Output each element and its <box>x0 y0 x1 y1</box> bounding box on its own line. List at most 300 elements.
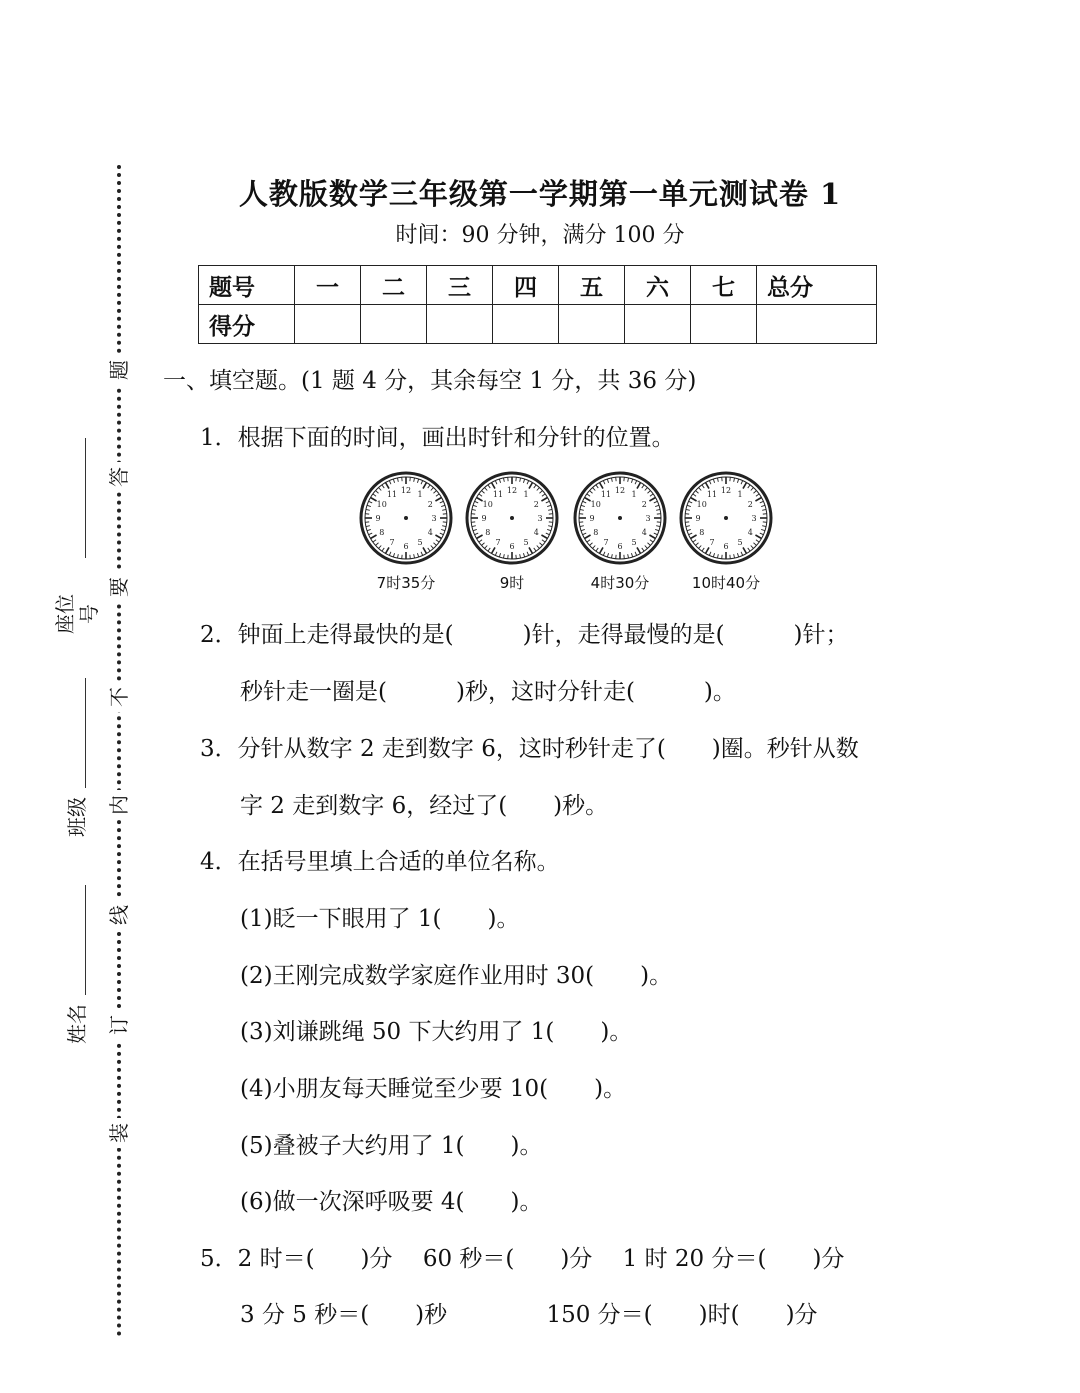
clock-number: 10 <box>376 500 387 509</box>
minute-tick <box>713 479 714 483</box>
question-3-line-2: 字 2 走到数字 6，经过了( )秒。 <box>240 793 609 819</box>
minute-tick <box>645 545 648 548</box>
header-cell-7: 七 <box>691 266 757 305</box>
minute-tick <box>593 488 596 491</box>
header-cell-1: 一 <box>295 266 361 305</box>
clock-number: 11 <box>386 489 398 499</box>
clock-face-icon[interactable] <box>464 470 560 566</box>
hour-tick <box>529 547 533 553</box>
minute-tick <box>417 479 418 483</box>
minute-tick <box>414 554 415 558</box>
page-title: 人教版数学三年级第一学期第一单元测试卷 1 <box>238 177 842 211</box>
minute-tick <box>699 488 702 491</box>
minute-tick <box>760 533 764 535</box>
hour-tick <box>476 535 482 539</box>
minute-tick <box>542 540 545 542</box>
minute-tick <box>488 548 490 551</box>
question-4-item-2: (2)王刚完成数学家庭作业用时 30( )。 <box>240 963 673 989</box>
hour-tick <box>743 482 747 488</box>
minute-tick <box>656 509 660 510</box>
minute-tick <box>431 488 434 491</box>
clock-number: 2 <box>641 500 647 509</box>
score-table-score-row <box>199 305 877 344</box>
clock-number: 2 <box>747 500 753 509</box>
clock-face-icon[interactable] <box>358 470 454 566</box>
clock-3[interactable] <box>572 470 668 593</box>
name-line <box>85 885 86 995</box>
minute-tick <box>397 554 398 558</box>
hour-tick <box>600 547 604 553</box>
minute-tick <box>479 540 482 542</box>
minute-tick <box>382 485 384 488</box>
minute-tick <box>527 552 529 556</box>
score-table <box>198 265 877 344</box>
minute-tick <box>542 494 545 496</box>
minute-tick <box>654 501 658 503</box>
minute-tick <box>760 501 764 503</box>
minute-tick <box>689 501 693 503</box>
question-4-item-3: (3)刘谦跳绳 50 下大约用了 1( )。 <box>240 1019 633 1045</box>
clock-number: 10 <box>590 500 601 509</box>
minute-tick <box>748 548 750 551</box>
minute-tick <box>442 509 446 510</box>
minute-tick <box>628 478 629 482</box>
minute-tick <box>635 481 637 485</box>
minute-tick <box>762 509 766 510</box>
hour-tick <box>743 547 747 553</box>
minute-tick <box>603 552 605 556</box>
hour-tick <box>755 535 761 539</box>
hour-tick <box>690 535 696 539</box>
minute-tick <box>693 540 696 542</box>
header-cell-2: 二 <box>361 266 427 305</box>
clock-label: 9时 <box>499 574 525 592</box>
minute-tick <box>428 485 430 488</box>
hour-tick <box>637 547 641 553</box>
minute-tick <box>734 478 735 482</box>
minute-tick <box>417 553 418 557</box>
minute-tick <box>686 509 690 510</box>
clock-number: 1 <box>631 489 637 499</box>
score-cell-total[interactable] <box>757 305 877 344</box>
seal-char-4: 不 <box>104 682 134 712</box>
score-cell-6[interactable] <box>625 305 691 344</box>
minute-tick <box>645 488 648 491</box>
header-cell-4: 四 <box>493 266 559 305</box>
clock-number: 9 <box>375 514 381 523</box>
minute-tick <box>761 529 765 530</box>
minute-tick <box>376 543 379 546</box>
minute-tick <box>433 491 436 494</box>
score-cell-4[interactable] <box>493 305 559 344</box>
minute-tick <box>761 505 765 506</box>
hour-tick <box>690 498 696 502</box>
hour-tick <box>435 498 441 502</box>
clock-number: 5 <box>523 538 529 548</box>
minute-tick <box>751 488 754 491</box>
seal-char-1: 题 <box>104 355 134 385</box>
clock-number: 7 <box>495 538 501 548</box>
hour-tick <box>370 498 376 502</box>
hour-tick <box>584 498 590 502</box>
minute-tick <box>581 505 585 506</box>
clock-number: 3 <box>537 514 543 523</box>
clock-number: 6 <box>403 542 409 551</box>
hour-tick <box>423 482 427 488</box>
minute-tick <box>472 509 476 510</box>
minute-tick <box>527 481 529 485</box>
minute-tick <box>499 553 500 557</box>
minute-tick <box>485 545 488 548</box>
clock-number: 10 <box>482 500 493 509</box>
question-5-line-2: 3 分 5 秒＝( )秒 150 分＝( )时( )分 <box>240 1302 818 1328</box>
minute-tick <box>689 533 693 535</box>
minute-tick <box>696 543 699 546</box>
minute-tick <box>475 533 479 535</box>
minute-tick <box>503 478 504 482</box>
minute-tick <box>389 552 391 556</box>
minute-tick <box>475 501 479 503</box>
question-2-line-2: 秒针走一圈是( )秒，这时分针走( )。 <box>240 679 736 705</box>
minute-tick <box>607 553 608 557</box>
clock-number: 1 <box>417 489 423 499</box>
minute-tick <box>499 479 500 483</box>
minute-tick <box>650 540 653 542</box>
hour-tick <box>637 482 641 488</box>
hour-tick <box>755 498 761 502</box>
seal-char-5: 内 <box>104 790 134 820</box>
minute-tick <box>702 485 704 488</box>
minute-tick <box>607 479 608 483</box>
exam-duration: 时间：90 分钟，满分 100 分 <box>395 223 685 248</box>
minute-tick <box>693 494 696 496</box>
clock-number: 12 <box>400 486 412 495</box>
minute-tick <box>495 481 497 485</box>
hour-tick <box>386 547 390 553</box>
minute-tick <box>596 485 598 488</box>
minute-tick <box>583 501 587 503</box>
hour-tick <box>584 535 590 539</box>
clock-2[interactable] <box>464 470 560 593</box>
minute-tick <box>748 485 750 488</box>
minute-tick <box>366 526 370 527</box>
minute-tick <box>428 548 430 551</box>
clock-number: 8 <box>485 528 491 537</box>
minute-tick <box>655 505 659 506</box>
hour-tick <box>435 535 441 539</box>
hour-tick <box>370 535 376 539</box>
minute-tick <box>583 533 587 535</box>
minute-tick <box>713 553 714 557</box>
hour-tick <box>492 482 496 488</box>
clock-label: 4时30分 <box>590 574 650 592</box>
hour-tick <box>541 498 547 502</box>
minute-tick <box>631 553 632 557</box>
minute-tick <box>737 479 738 483</box>
minute-tick <box>611 554 612 558</box>
clock-number: 5 <box>631 538 637 548</box>
minute-tick <box>546 533 550 535</box>
minute-tick <box>631 479 632 483</box>
minute-tick <box>547 505 551 506</box>
clock-number: 12 <box>506 486 518 495</box>
clock-number: 9 <box>481 514 487 523</box>
minute-tick <box>580 526 584 527</box>
binding-dotted-line <box>117 165 121 1337</box>
minute-tick <box>741 481 743 485</box>
clock-number: 2 <box>533 500 539 509</box>
seal-char-2: 答 <box>104 462 134 492</box>
minute-tick <box>580 509 584 510</box>
minute-tick <box>587 540 590 542</box>
seal-char-6: 线 <box>104 900 134 930</box>
clock-number: 8 <box>699 528 705 537</box>
hour-tick <box>706 482 710 488</box>
name-label: 姓名 <box>65 1004 89 1044</box>
minute-tick <box>440 533 444 535</box>
minute-tick <box>479 494 482 496</box>
hour-tick <box>386 482 390 488</box>
minute-tick <box>753 491 756 494</box>
minute-tick <box>436 540 439 542</box>
question-4-item-6: (6)做一次深呼吸要 4( )。 <box>240 1189 543 1215</box>
minute-tick <box>376 491 379 494</box>
minute-tick <box>473 529 477 530</box>
clock-face-icon[interactable] <box>678 470 774 566</box>
question-2-line-1: 2．钟面上走得最快的是( )针，走得最慢的是( )针； <box>200 622 849 648</box>
minute-tick <box>482 543 485 546</box>
clock-number: 6 <box>509 542 515 551</box>
clock-number: 7 <box>603 538 609 548</box>
score-row-label: 得分 <box>199 305 295 344</box>
minute-tick <box>590 543 593 546</box>
hour-tick <box>649 498 655 502</box>
clock-number: 9 <box>695 514 701 523</box>
clock-number: 6 <box>617 542 623 551</box>
minute-tick <box>687 505 691 506</box>
minute-tick <box>717 478 718 482</box>
minute-tick <box>642 548 644 551</box>
minute-tick <box>488 485 490 488</box>
minute-tick <box>379 545 382 548</box>
minute-tick <box>756 494 759 496</box>
minute-tick <box>753 543 756 546</box>
minute-tick <box>379 488 382 491</box>
question-4-item-1: (1)眨一下眼用了 1( )。 <box>240 906 520 932</box>
hour-tick <box>476 498 482 502</box>
clock-center-dot <box>618 516 622 520</box>
class-line <box>85 678 86 788</box>
minute-tick <box>431 545 434 548</box>
clock-center-dot <box>724 516 728 520</box>
score-cell-5[interactable] <box>559 305 625 344</box>
minute-tick <box>596 548 598 551</box>
clock-number: 1 <box>737 489 743 499</box>
minute-tick <box>397 478 398 482</box>
minute-tick <box>373 494 376 496</box>
minute-tick <box>537 488 540 491</box>
minute-tick <box>441 529 445 530</box>
minute-tick <box>741 552 743 556</box>
minute-tick <box>473 505 477 506</box>
minute-tick <box>709 481 711 485</box>
minute-tick <box>366 509 370 510</box>
minute-tick <box>373 540 376 542</box>
clock-number: 8 <box>593 528 599 537</box>
clock-number: 11 <box>600 489 612 499</box>
seal-char-7: 订 <box>104 1010 134 1040</box>
hour-tick <box>649 535 655 539</box>
clock-center-dot <box>510 516 514 520</box>
minute-tick <box>628 554 629 558</box>
header-cell-5: 五 <box>559 266 625 305</box>
clock-number: 11 <box>492 489 504 499</box>
clock-number: 2 <box>427 500 433 509</box>
hour-tick <box>423 547 427 553</box>
minute-tick <box>482 491 485 494</box>
minute-tick <box>762 526 766 527</box>
minute-tick <box>472 526 476 527</box>
minute-tick <box>635 552 637 556</box>
minute-tick <box>485 488 488 491</box>
minute-tick <box>539 491 542 494</box>
minute-tick <box>696 491 699 494</box>
minute-tick <box>737 553 738 557</box>
clock-number: 11 <box>706 489 718 499</box>
minute-tick <box>414 478 415 482</box>
section-heading: 一、填空题。(1 题 4 分，其余每空 1 分，共 36 分) <box>163 368 697 394</box>
minute-tick <box>717 554 718 558</box>
minute-tick <box>389 481 391 485</box>
clock-number: 5 <box>417 538 423 548</box>
clock-4[interactable] <box>678 470 774 593</box>
clock-number: 4 <box>533 528 539 537</box>
minute-tick <box>547 529 551 530</box>
minute-tick <box>702 548 704 551</box>
seal-char-3: 要 <box>104 572 134 602</box>
minute-tick <box>656 526 660 527</box>
class-label: 班级 <box>65 797 89 837</box>
score-cell-7[interactable] <box>691 305 757 344</box>
question-1: 1．根据下面的时间，画出时针和分针的位置。 <box>200 425 675 451</box>
minute-tick <box>548 526 552 527</box>
clock-number: 4 <box>427 528 433 537</box>
header-cell-3: 三 <box>427 266 493 305</box>
minute-tick <box>369 533 373 535</box>
minute-tick <box>534 485 536 488</box>
hour-tick <box>706 547 710 553</box>
minute-tick <box>441 505 445 506</box>
minute-tick <box>699 545 702 548</box>
minute-tick <box>421 481 423 485</box>
minute-tick <box>593 545 596 548</box>
minute-tick <box>686 526 690 527</box>
seal-char-8: 装 <box>104 1118 134 1148</box>
seat-number-label: 座位号 <box>53 594 101 634</box>
minute-tick <box>421 552 423 556</box>
minute-tick <box>495 552 497 556</box>
minute-tick <box>442 526 446 527</box>
minute-tick <box>590 491 593 494</box>
minute-tick <box>433 543 436 546</box>
hour-tick <box>541 535 547 539</box>
minute-tick <box>647 543 650 546</box>
clock-label: 10时40分 <box>691 574 761 592</box>
minute-tick <box>503 554 504 558</box>
clock-center-dot <box>404 516 408 520</box>
minute-tick <box>751 545 754 548</box>
minute-tick <box>654 533 658 535</box>
clock-1[interactable] <box>358 470 454 593</box>
clock-number: 3 <box>431 514 437 523</box>
minute-tick <box>523 553 524 557</box>
clock-number: 3 <box>645 514 651 523</box>
score-table-header-row <box>199 266 877 305</box>
score-cell-3[interactable] <box>427 305 493 344</box>
minute-tick <box>382 548 384 551</box>
score-cell-1[interactable] <box>295 305 361 344</box>
clock-number: 7 <box>709 538 715 548</box>
minute-tick <box>709 552 711 556</box>
question-5-line-1: 5．2 时＝( )分 60 秒＝( )分 1 时 20 分＝( )分 <box>200 1246 845 1272</box>
clock-number: 7 <box>389 538 395 548</box>
question-3-line-1: 3．分针从数字 2 走到数字 6，这时秒针走了( )圈。秒针从数 <box>200 736 859 762</box>
question-4-item-4: (4)小朋友每天睡觉至少要 10( )。 <box>240 1076 627 1102</box>
minute-tick <box>734 554 735 558</box>
minute-tick <box>546 501 550 503</box>
minute-tick <box>539 543 542 546</box>
minute-tick <box>534 548 536 551</box>
minute-tick <box>393 553 394 557</box>
minute-tick <box>548 509 552 510</box>
minute-tick <box>611 478 612 482</box>
minute-tick <box>537 545 540 548</box>
score-cell-2[interactable] <box>361 305 427 344</box>
minute-tick <box>520 554 521 558</box>
minute-tick <box>520 478 521 482</box>
minute-tick <box>367 505 371 506</box>
minute-tick <box>687 529 691 530</box>
minute-tick <box>587 494 590 496</box>
clock-number: 12 <box>614 486 626 495</box>
minute-tick <box>603 481 605 485</box>
minute-tick <box>642 485 644 488</box>
hour-tick <box>600 482 604 488</box>
clock-number: 5 <box>737 538 743 548</box>
clock-label: 7时35分 <box>376 574 436 592</box>
clock-number: 1 <box>523 489 529 499</box>
clock-number: 6 <box>723 542 729 551</box>
clock-face-icon[interactable] <box>572 470 668 566</box>
clock-number: 10 <box>696 500 707 509</box>
header-cell-6: 六 <box>625 266 691 305</box>
minute-tick <box>436 494 439 496</box>
question-4: 4．在括号里填上合适的单位名称。 <box>200 849 560 875</box>
minute-tick <box>440 501 444 503</box>
clock-number: 12 <box>720 486 732 495</box>
minute-tick <box>647 491 650 494</box>
minute-tick <box>367 529 371 530</box>
seat-number-line <box>85 438 86 558</box>
clock-number: 9 <box>589 514 595 523</box>
header-cell-total: 总分 <box>757 266 877 305</box>
minute-tick <box>655 529 659 530</box>
hour-tick <box>529 482 533 488</box>
clock-number: 8 <box>379 528 385 537</box>
clock-number: 4 <box>641 528 647 537</box>
clock-number: 4 <box>747 528 753 537</box>
hour-tick <box>492 547 496 553</box>
